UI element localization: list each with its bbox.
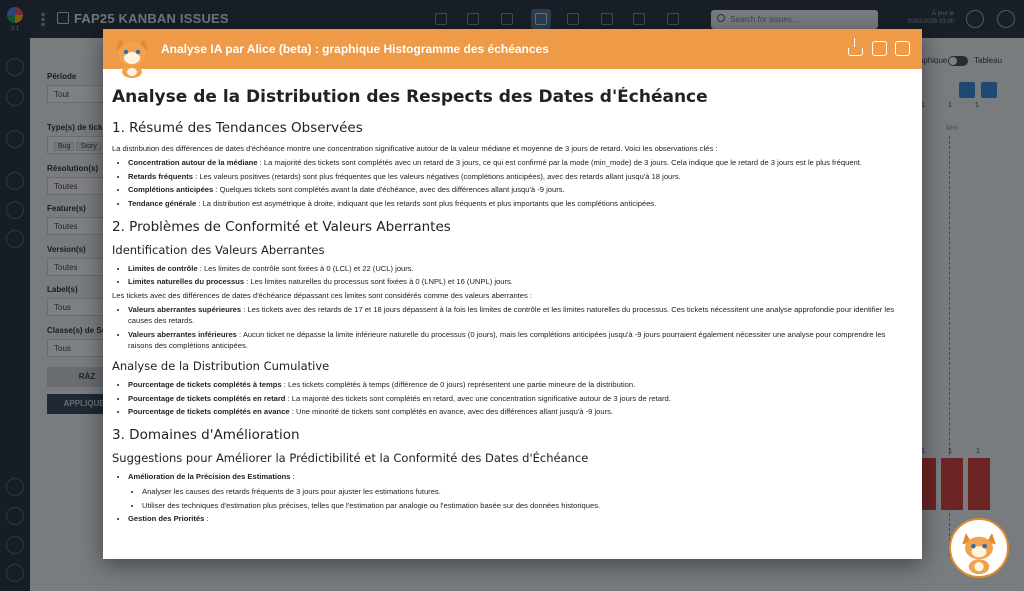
bullet-list [128, 263, 912, 288]
bullet-list [128, 157, 912, 209]
cat-avatar-icon [112, 32, 152, 78]
bullet-list [128, 471, 912, 524]
list-item: • Utiliser des techniques d'estimation plus précises, telles que l'estimation par analogie ou l'estimation basée sur des données historiques. [142, 500, 912, 511]
dialog-body [112, 87, 912, 559]
list-item: • Complétions anticipées : Quelques tickets sont complétés avant la date d'échéance, avec des différences allant jusqu'à -9 jours. [128, 184, 912, 195]
section-title: 3. Domaines d'Amélioration [112, 427, 300, 444]
list-item: • Valeurs aberrantes inférieures : Aucun ticket ne dépasse la limite inférieure naturelle du processus (0 jours), mais les complétions anticipées jusqu'à -9 jours pourraient également nécessiter une analyse pour comprendre les raisons des complétions anticipées. [128, 329, 912, 351]
list-item: • Amélioration de la Précision des Estimations : • Analyser les causes des retards fréquents de 3 jours pour ajuster les estimations futures. • Utiliser des techniques d'estimation plus précises, telles que l'estimation par analogie ou l'estimation basée sur des données historiques. [128, 471, 912, 511]
collapse-icon[interactable] [895, 41, 910, 56]
cat-avatar-icon [951, 520, 1007, 576]
list-item: • Retards fréquents : Les valeurs positives (retards) sont plus fréquentes que les valeurs négatives (complétions anticipées), avec des retards allant jusqu'à 18 jours. [128, 171, 912, 182]
subsection-title: Suggestions pour Améliorer la Prédictibilité et la Conformité des Dates d'Échéance [112, 451, 589, 466]
dialog-header [103, 29, 922, 69]
section-paragraph: Les tickets avec des différences de dates d'échéance dépassant ces limites sont considérés comme des valeurs aberrantes : [112, 291, 533, 301]
list-item: • Tendance générale : La distribution est asymétrique à droite, indiquant que les retards sont plus fréquents et plus importants que les complétions anticipées. [128, 198, 912, 209]
download-icon[interactable] [848, 48, 863, 56]
copy-icon[interactable] [872, 41, 887, 56]
sub-bullet-list [142, 486, 912, 511]
section-title: 2. Problèmes de Conformité et Valeurs Aberrantes [112, 218, 451, 235]
list-item: • Valeurs aberrantes supérieures : Les tickets avec des retards de 17 et 18 jours dépassent à la fois les limites de contrôle et les limites naturelles du processus. Ces tickets nécessitent une analyse approfondie pour identifier les causes des retards. [128, 304, 912, 326]
list-item: • Limites naturelles du processus : Les limites naturelles du processus sont fixées à 0 (LNPL) et 16 (UNPL) jours. [128, 276, 912, 287]
list-item: • Pourcentage de tickets complétés en avance : Une minorité de tickets sont complétés en avance, avec des différences allant jusqu'à -9 jours. [128, 406, 912, 417]
subsection-title: Analyse de la Distribution Cumulative [112, 358, 330, 373]
list-item: • Analyser les causes des retards fréquents de 3 jours pour ajuster les estimations futures. [142, 486, 912, 497]
analysis-heading: Analyse de la Distribution des Respects des Dates d'Échéance [112, 87, 708, 107]
list-item: • Limites de contrôle : Les limites de contrôle sont fixées à 0 (LCL) et 22 (UCL) jours. [128, 263, 912, 274]
list-item: • Gestion des Priorités : [128, 513, 912, 524]
list-item: • Pourcentage de tickets complétés à temps : Les tickets complétés à temps (différence de 0 jours) représentent une partie mineure de la distribution. [128, 379, 912, 390]
list-item: • Concentration autour de la médiane : La majorité des tickets sont complétés avec un retard de 3 jours, ce qui est confirmé par la mode (min_mode) de 3 jours. Cela indique que le retard de 3 jours est le plus fréquent. [128, 157, 912, 168]
bullet-list [128, 304, 912, 351]
section-title: 1. Résumé des Tendances Observées [112, 120, 363, 136]
ai-assistant-button[interactable] [949, 518, 1009, 578]
bullet-list [128, 379, 912, 417]
subsection-title: Identification des Valeurs Aberrantes [112, 242, 325, 257]
list-item: • Pourcentage de tickets complétés en retard : La majorité des tickets sont complétés en retard, avec une concentration significative autour de 3 jours de retard. [128, 393, 912, 404]
ai-analysis-dialog [103, 29, 922, 559]
section-intro: La distribution des différences de dates d'échéance montre une concentration significative autour de la valeur médiane et moyenne de 3 jours de retard. Voici les observations clés : [112, 144, 718, 153]
dialog-title: Analyse IA par Alice (beta) : graphique Histogramme des échéances [161, 42, 549, 56]
